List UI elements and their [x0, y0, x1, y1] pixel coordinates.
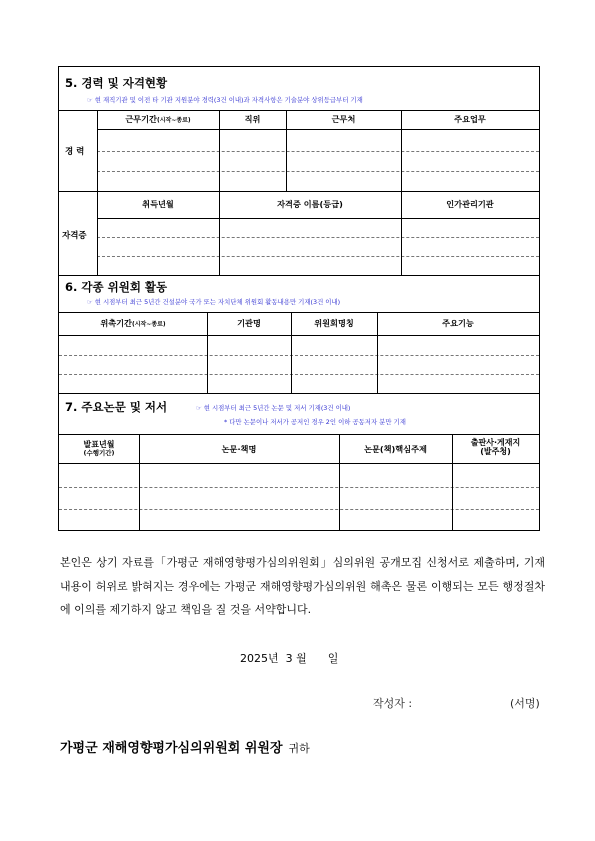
section7-note1: ☞ 현 시점부터 최근 5년간 논문 및 저서 기재(3건 이내) — [196, 404, 351, 412]
career-workplace-header: 근무처 — [331, 114, 356, 124]
career-row[interactable] — [97, 171, 539, 172]
career-row[interactable] — [97, 151, 539, 152]
license-name-header: 자격증 이름(등급) — [277, 199, 343, 209]
divider — [59, 312, 539, 313]
divider — [219, 110, 220, 191]
career-duties-header: 주요업무 — [454, 114, 486, 124]
divider — [59, 110, 539, 111]
divider — [139, 434, 140, 530]
section5-title: 5. 경력 및 자격현황 — [65, 76, 168, 90]
committee-org-header: 기관명 — [237, 318, 261, 328]
committee-period-header: 위촉기간(시작~종료) — [100, 318, 166, 328]
paper-date-header: 발표년월 (수행기간) — [83, 440, 115, 457]
divider — [207, 312, 208, 393]
paper-title-header: 논문·책명 — [221, 444, 257, 454]
committee-name-header: 위원회명칭 — [314, 318, 354, 328]
addressee-name: 가평군 재해영향평가심의위원회 위원장 — [60, 741, 283, 756]
committee-row[interactable] — [59, 374, 539, 375]
signature-label: (서명) — [510, 697, 540, 710]
divider — [291, 312, 292, 393]
divider — [59, 275, 539, 276]
committee-row[interactable] — [59, 355, 539, 356]
divider — [401, 110, 402, 191]
paper-row[interactable] — [59, 487, 539, 488]
divider — [97, 129, 539, 130]
section5-note: ☞ 현 재직기관 및 이전 타 기관 지원분야 경력(3건 이내)과 자격사항은 기술분야 상위등급부터 기재 — [87, 96, 363, 104]
divider — [59, 191, 539, 192]
divider — [286, 110, 287, 191]
application-form-table — [58, 66, 540, 531]
declaration-paragraph: 본인은 상기 자료를「가평군 재해영향평가심의위원회」심의위원 공개모집 신청서로 제출하며, 기재 내용이 허위로 밝혀지는 경우에는 가평군 재해영향평가심의위원 해촉은 물론 이행되는 모든 행정절차에 이의를 제기하지 않고 책임을 질 것을 서약합니다. — [60, 556, 545, 616]
addressee-suffix: 귀하 — [288, 742, 310, 755]
divider — [59, 335, 539, 336]
divider — [59, 463, 539, 464]
license-row-label: 자격증 — [62, 231, 87, 241]
divider — [97, 218, 539, 219]
career-position-header: 직위 — [244, 114, 261, 124]
declaration-date[interactable]: 2025년 3 월 일 — [240, 652, 339, 665]
career-row-label: 경 력 — [65, 147, 85, 157]
section6-note: ☞ 현 시점부터 최근 5년간 건설분야 국가 또는 자치단체 위원회 활동내용만 기재(3건 이내) — [87, 298, 341, 306]
divider — [452, 434, 453, 530]
divider — [377, 312, 378, 393]
license-row[interactable] — [97, 256, 539, 257]
divider — [339, 434, 340, 530]
career-period-header: 근무기간(시작~종료) — [125, 114, 191, 124]
paper-publisher-header: 출판사·게재지 (발주청) — [470, 438, 521, 456]
license-row[interactable] — [97, 237, 539, 238]
section7-title: 7. 주요논문 및 저서 — [65, 400, 168, 414]
divider — [219, 191, 220, 275]
committee-function-header: 주요기능 — [442, 318, 474, 328]
divider — [97, 110, 98, 191]
divider — [97, 191, 98, 275]
divider — [59, 393, 539, 394]
paper-row[interactable] — [59, 509, 539, 510]
section7-note2: * 다만 논문이나 저서가 공저인 경우 2인 이하 공동저자 분만 기재 — [224, 418, 406, 426]
license-date-header: 취득년월 — [142, 199, 174, 209]
divider — [59, 434, 539, 435]
license-agency-header: 인가관리기관 — [446, 199, 494, 209]
addressee — [60, 737, 310, 756]
paper-topic-header: 논문(책)핵심주제 — [364, 444, 427, 454]
divider — [401, 191, 402, 275]
writer-label[interactable]: 작성자 : — [373, 697, 413, 710]
section6-title: 6. 각종 위원회 활동 — [65, 280, 168, 294]
